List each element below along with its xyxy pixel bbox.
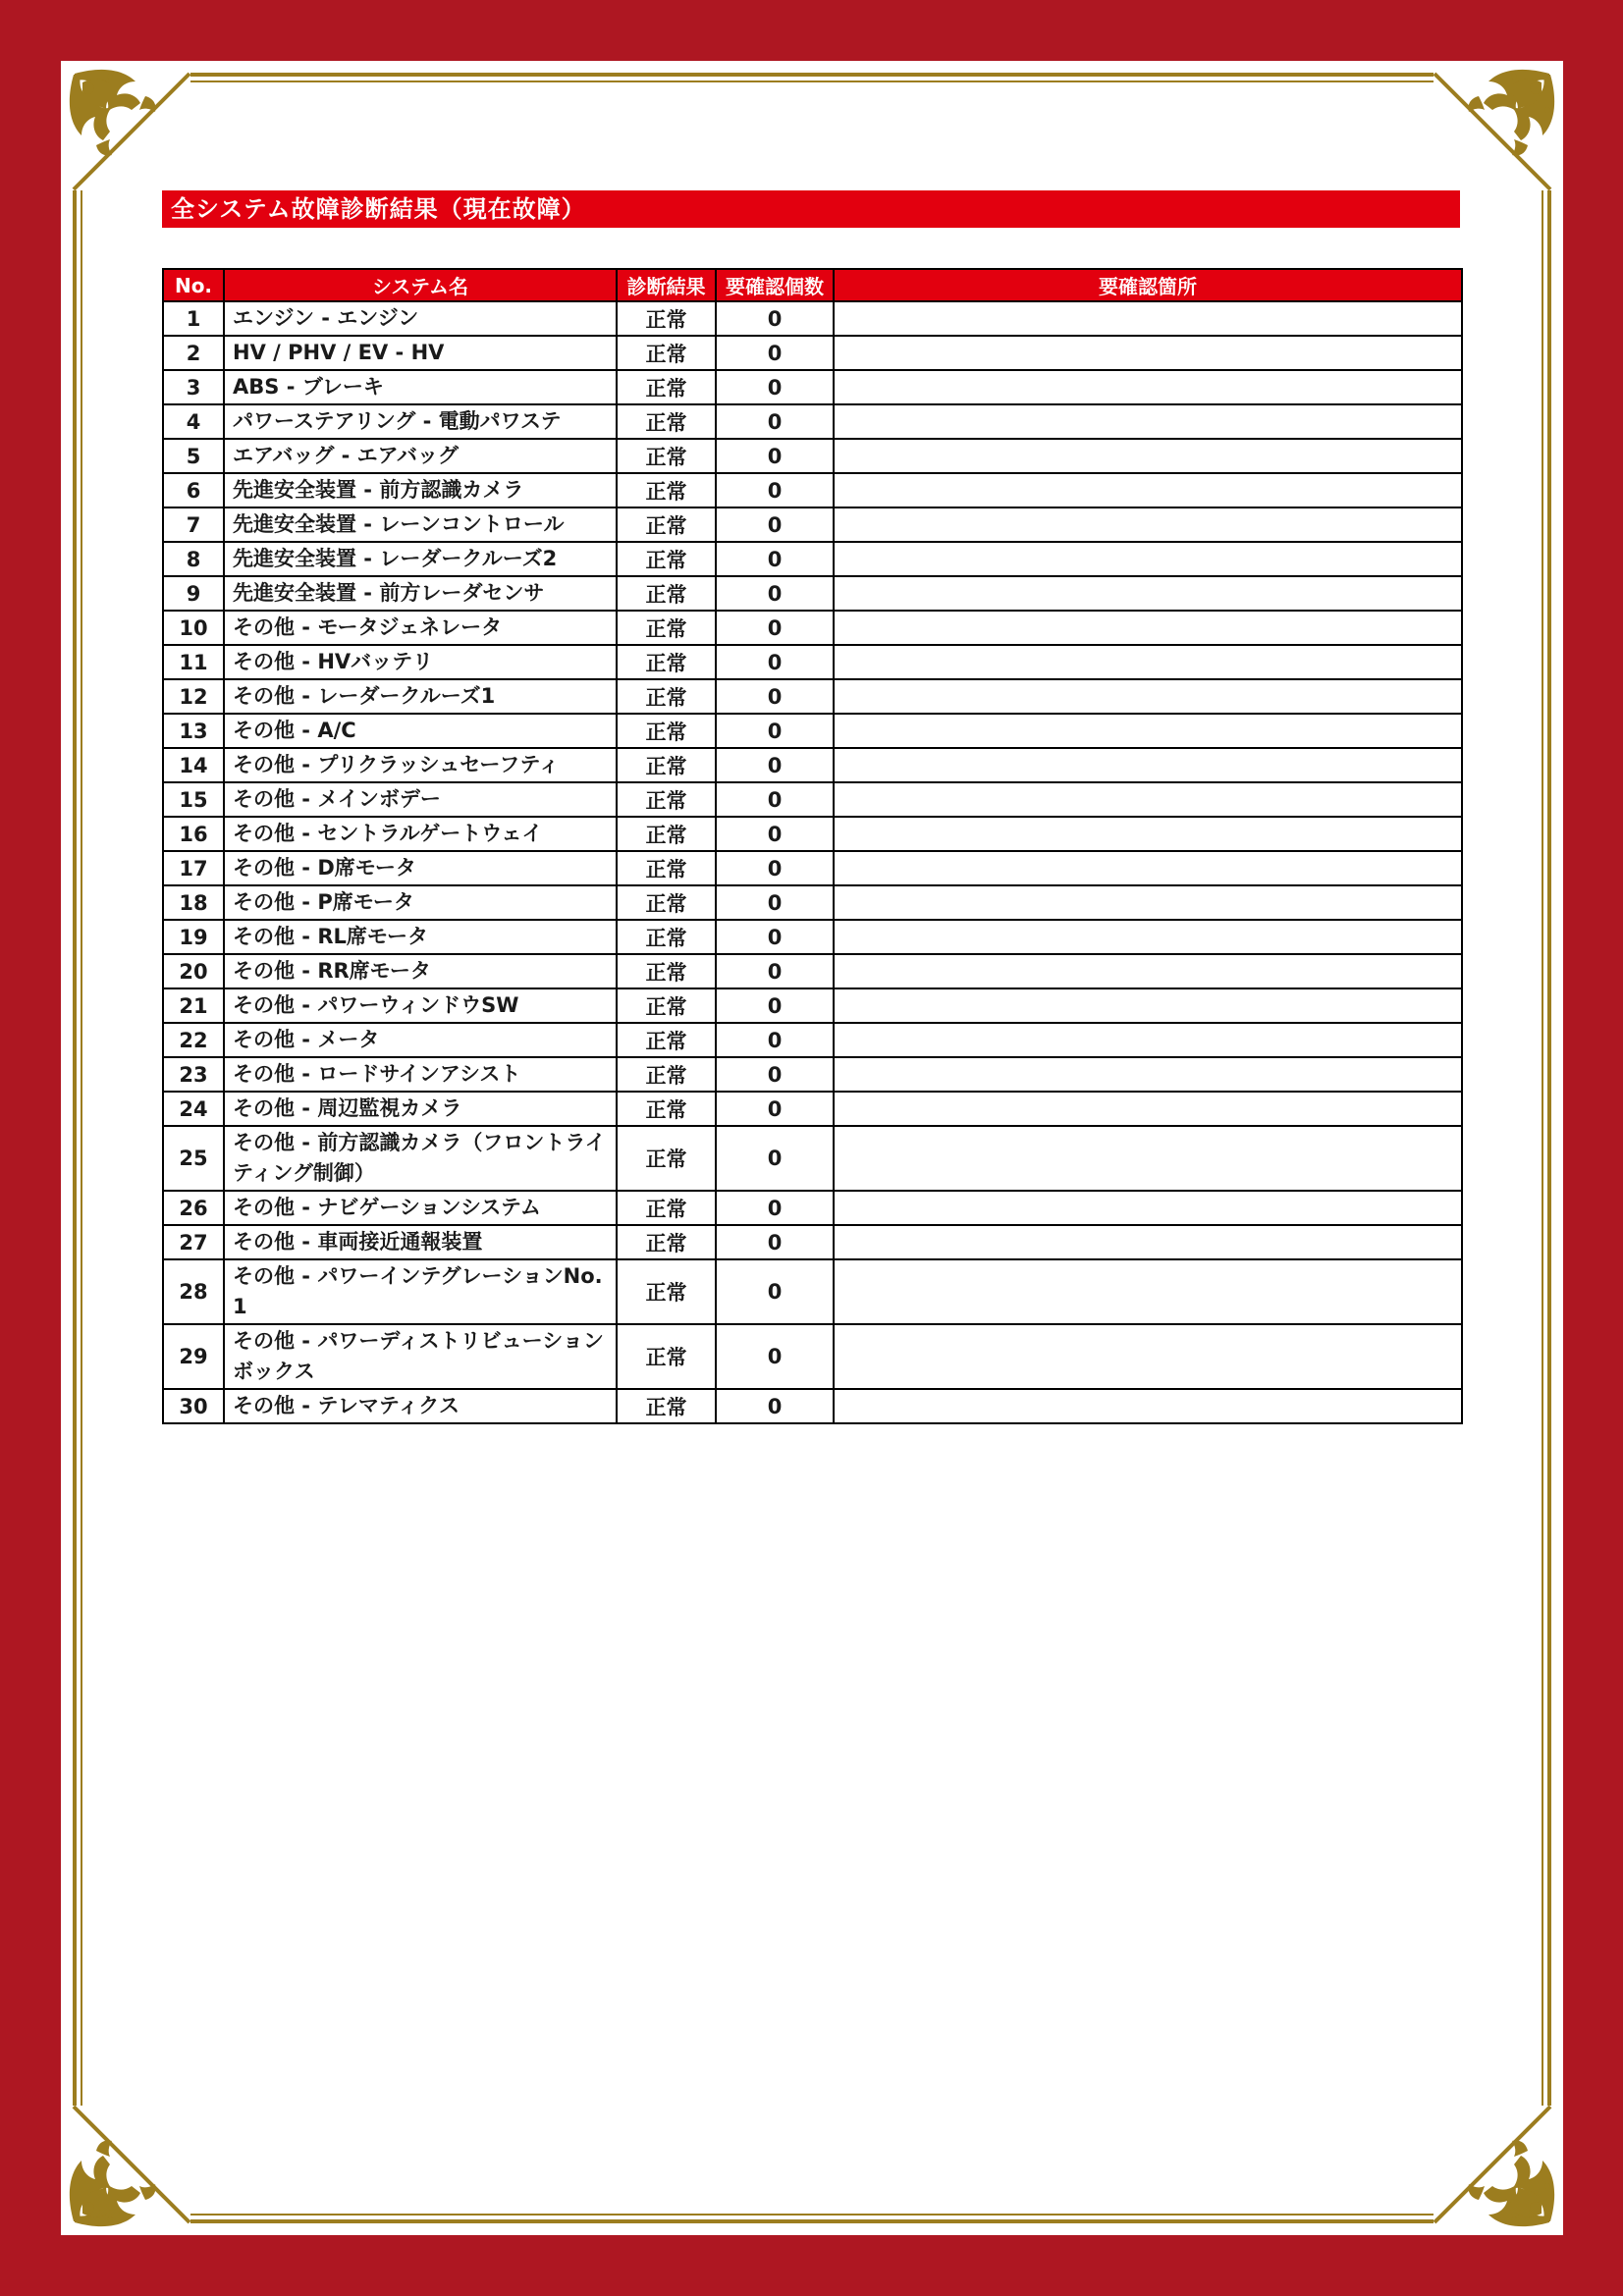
cell-note (834, 645, 1462, 679)
cell-count: 0 (716, 473, 834, 507)
table-row (163, 1092, 1462, 1126)
cell-no: 27 (163, 1225, 224, 1259)
frame-line-inner-bottom (190, 2214, 1434, 2216)
cell-system-name: 先進安全装置 - 前方認識カメラ (224, 473, 617, 507)
frame-line-inner-right (1542, 190, 1543, 2106)
table-row (163, 988, 1462, 1023)
cell-result: 正常 (617, 851, 716, 885)
cell-result: 正常 (617, 404, 716, 439)
cell-note (834, 301, 1462, 336)
cell-result: 正常 (617, 1092, 716, 1126)
cell-note (834, 679, 1462, 714)
cell-result: 正常 (617, 1126, 716, 1191)
cell-no: 19 (163, 920, 224, 954)
table-row (163, 679, 1462, 714)
cell-result: 正常 (617, 301, 716, 336)
page-panel (61, 61, 1563, 2235)
cell-no: 8 (163, 542, 224, 576)
cell-no: 5 (163, 439, 224, 473)
cell-no: 28 (163, 1259, 224, 1324)
cell-no: 14 (163, 748, 224, 782)
cell-no: 17 (163, 851, 224, 885)
cell-system-name: その他 - メインボデー (224, 782, 617, 817)
cell-result: 正常 (617, 1225, 716, 1259)
cell-system-name: その他 - パワーインテグレーションNo.1 (224, 1259, 617, 1324)
cell-count: 0 (716, 645, 834, 679)
frame-line-outer-top (190, 73, 1434, 77)
cell-no: 30 (163, 1389, 224, 1423)
cell-note (834, 1225, 1462, 1259)
frame-line-outer-right (1547, 190, 1551, 2106)
cell-note (834, 714, 1462, 748)
cell-system-name: その他 - レーダークルーズ1 (224, 679, 617, 714)
cell-no: 2 (163, 336, 224, 370)
cell-count: 0 (716, 542, 834, 576)
cell-no: 24 (163, 1092, 224, 1126)
cell-note (834, 817, 1462, 851)
header-note: 要確認箇所 (834, 269, 1462, 301)
cell-note (834, 439, 1462, 473)
cell-system-name: その他 - 周辺監視カメラ (224, 1092, 617, 1126)
table-row (163, 817, 1462, 851)
cell-system-name: エアバッグ - エアバッグ (224, 439, 617, 473)
cell-result: 正常 (617, 1191, 716, 1225)
cell-count: 0 (716, 404, 834, 439)
cell-system-name: HV / PHV / EV - HV (224, 336, 617, 370)
cell-no: 26 (163, 1191, 224, 1225)
table-row (163, 370, 1462, 404)
cell-count: 0 (716, 1389, 834, 1423)
cell-note (834, 1191, 1462, 1225)
cell-note (834, 782, 1462, 817)
cell-system-name: その他 - 車両接近通報装置 (224, 1225, 617, 1259)
table-row (163, 714, 1462, 748)
cell-system-name: その他 - メータ (224, 1023, 617, 1057)
cell-count: 0 (716, 782, 834, 817)
cell-system-name: その他 - A/C (224, 714, 617, 748)
cell-result: 正常 (617, 370, 716, 404)
table-row (163, 404, 1462, 439)
cell-result: 正常 (617, 679, 716, 714)
cell-system-name: 先進安全装置 - 前方レーダセンサ (224, 576, 617, 611)
cell-note (834, 1324, 1462, 1389)
table-row (163, 1324, 1462, 1389)
cell-note (834, 954, 1462, 988)
cell-note (834, 473, 1462, 507)
table-row (163, 1191, 1462, 1225)
cell-result: 正常 (617, 988, 716, 1023)
cell-result: 正常 (617, 473, 716, 507)
cell-system-name: その他 - セントラルゲートウェイ (224, 817, 617, 851)
cell-note (834, 1092, 1462, 1126)
cell-no: 23 (163, 1057, 224, 1092)
cell-count: 0 (716, 1092, 834, 1126)
cell-note (834, 542, 1462, 576)
cell-note (834, 404, 1462, 439)
cell-system-name: 先進安全装置 - レーンコントロール (224, 507, 617, 542)
table-row (163, 954, 1462, 988)
cell-count: 0 (716, 1259, 834, 1324)
table-row (163, 542, 1462, 576)
cell-system-name: その他 - パワーウィンドウSW (224, 988, 617, 1023)
cell-result: 正常 (617, 1023, 716, 1057)
cell-system-name: ABS - ブレーキ (224, 370, 617, 404)
cell-system-name: その他 - D席モータ (224, 851, 617, 885)
cell-result: 正常 (617, 507, 716, 542)
cell-count: 0 (716, 301, 834, 336)
cell-system-name: その他 - パワーディストリビューションボックス (224, 1324, 617, 1389)
cell-no: 21 (163, 988, 224, 1023)
cell-no: 12 (163, 679, 224, 714)
cell-result: 正常 (617, 542, 716, 576)
cell-count: 0 (716, 714, 834, 748)
frame-line-inner-left (81, 190, 82, 2106)
cell-note (834, 1023, 1462, 1057)
table-row (163, 1023, 1462, 1057)
cell-count: 0 (716, 748, 834, 782)
cell-note (834, 851, 1462, 885)
cell-note (834, 370, 1462, 404)
table-row (163, 576, 1462, 611)
cell-system-name: その他 - プリクラッシュセーフティ (224, 748, 617, 782)
cell-note (834, 748, 1462, 782)
cell-count: 0 (716, 1057, 834, 1092)
table-row (163, 782, 1462, 817)
cell-result: 正常 (617, 1259, 716, 1324)
cell-result: 正常 (617, 576, 716, 611)
cell-system-name: その他 - ナビゲーションシステム (224, 1191, 617, 1225)
cell-result: 正常 (617, 817, 716, 851)
table-row (163, 645, 1462, 679)
cell-no: 6 (163, 473, 224, 507)
cell-no: 20 (163, 954, 224, 988)
cell-note (834, 1389, 1462, 1423)
table-row (163, 885, 1462, 920)
table-row (163, 336, 1462, 370)
header-system-name: システム名 (224, 269, 617, 301)
cell-no: 22 (163, 1023, 224, 1057)
header-no: No. (163, 269, 224, 301)
corner-ornament-icon (61, 61, 193, 193)
cell-result: 正常 (617, 954, 716, 988)
header-count: 要確認個数 (716, 269, 834, 301)
cell-note (834, 507, 1462, 542)
cell-count: 0 (716, 988, 834, 1023)
cell-count: 0 (716, 817, 834, 851)
table-row (163, 439, 1462, 473)
cell-result: 正常 (617, 885, 716, 920)
table-row (163, 473, 1462, 507)
cell-system-name: パワーステアリング - 電動パワステ (224, 404, 617, 439)
cell-result: 正常 (617, 782, 716, 817)
cell-result: 正常 (617, 1389, 716, 1423)
cell-note (834, 611, 1462, 645)
table-header-row (163, 269, 1462, 301)
cell-system-name: その他 - P席モータ (224, 885, 617, 920)
table-row (163, 1057, 1462, 1092)
cell-note (834, 1126, 1462, 1191)
cell-no: 7 (163, 507, 224, 542)
corner-ornament-icon (1431, 2103, 1563, 2235)
table-row (163, 507, 1462, 542)
cell-system-name: エンジン - エンジン (224, 301, 617, 336)
cell-count: 0 (716, 1126, 834, 1191)
cell-result: 正常 (617, 1057, 716, 1092)
cell-note (834, 885, 1462, 920)
frame-line-outer-bottom (190, 2219, 1434, 2223)
cell-no: 11 (163, 645, 224, 679)
cell-no: 25 (163, 1126, 224, 1191)
cell-no: 3 (163, 370, 224, 404)
cell-no: 10 (163, 611, 224, 645)
cell-count: 0 (716, 336, 834, 370)
cell-no: 15 (163, 782, 224, 817)
cell-system-name: その他 - RR席モータ (224, 954, 617, 988)
cell-system-name: その他 - RL席モータ (224, 920, 617, 954)
cell-system-name: 先進安全装置 - レーダークルーズ2 (224, 542, 617, 576)
cell-result: 正常 (617, 611, 716, 645)
corner-ornament-icon (61, 2103, 193, 2235)
frame-line-outer-left (73, 190, 77, 2106)
cell-system-name: その他 - 前方認識カメラ（フロントライティング制御） (224, 1126, 617, 1191)
cell-count: 0 (716, 611, 834, 645)
cell-result: 正常 (617, 714, 716, 748)
cell-no: 29 (163, 1324, 224, 1389)
cell-system-name: その他 - ロードサインアシスト (224, 1057, 617, 1092)
frame-line-inner-top (190, 80, 1434, 82)
cell-result: 正常 (617, 645, 716, 679)
table-row (163, 301, 1462, 336)
table-row (163, 851, 1462, 885)
diagnosis-table (162, 268, 1463, 1424)
cell-count: 0 (716, 1324, 834, 1389)
cell-no: 1 (163, 301, 224, 336)
section-title: 全システム故障診断結果（現在故障） (162, 190, 1460, 228)
table-body (163, 301, 1462, 1423)
cell-no: 16 (163, 817, 224, 851)
table-row (163, 748, 1462, 782)
cell-result: 正常 (617, 336, 716, 370)
table-row (163, 1259, 1462, 1324)
cell-system-name: その他 - HVバッテリ (224, 645, 617, 679)
cell-system-name: その他 - モータジェネレータ (224, 611, 617, 645)
cell-count: 0 (716, 679, 834, 714)
cell-count: 0 (716, 1191, 834, 1225)
cell-no: 13 (163, 714, 224, 748)
cell-count: 0 (716, 370, 834, 404)
cell-count: 0 (716, 1023, 834, 1057)
cell-note (834, 920, 1462, 954)
cell-result: 正常 (617, 920, 716, 954)
cell-count: 0 (716, 439, 834, 473)
cell-result: 正常 (617, 748, 716, 782)
cell-system-name: その他 - テレマティクス (224, 1389, 617, 1423)
cell-count: 0 (716, 851, 834, 885)
cell-note (834, 988, 1462, 1023)
cell-count: 0 (716, 954, 834, 988)
cell-note (834, 336, 1462, 370)
cell-no: 4 (163, 404, 224, 439)
corner-ornament-icon (1431, 61, 1563, 193)
cell-count: 0 (716, 1225, 834, 1259)
cell-result: 正常 (617, 1324, 716, 1389)
cell-count: 0 (716, 507, 834, 542)
table-row (163, 920, 1462, 954)
table-row (163, 1389, 1462, 1423)
cell-no: 18 (163, 885, 224, 920)
cell-count: 0 (716, 576, 834, 611)
cell-note (834, 1259, 1462, 1324)
table-row (163, 1126, 1462, 1191)
header-result: 診断結果 (617, 269, 716, 301)
table-row (163, 611, 1462, 645)
cell-no: 9 (163, 576, 224, 611)
table-row (163, 1225, 1462, 1259)
cell-count: 0 (716, 885, 834, 920)
cell-note (834, 1057, 1462, 1092)
cell-note (834, 576, 1462, 611)
cell-count: 0 (716, 920, 834, 954)
cell-result: 正常 (617, 439, 716, 473)
